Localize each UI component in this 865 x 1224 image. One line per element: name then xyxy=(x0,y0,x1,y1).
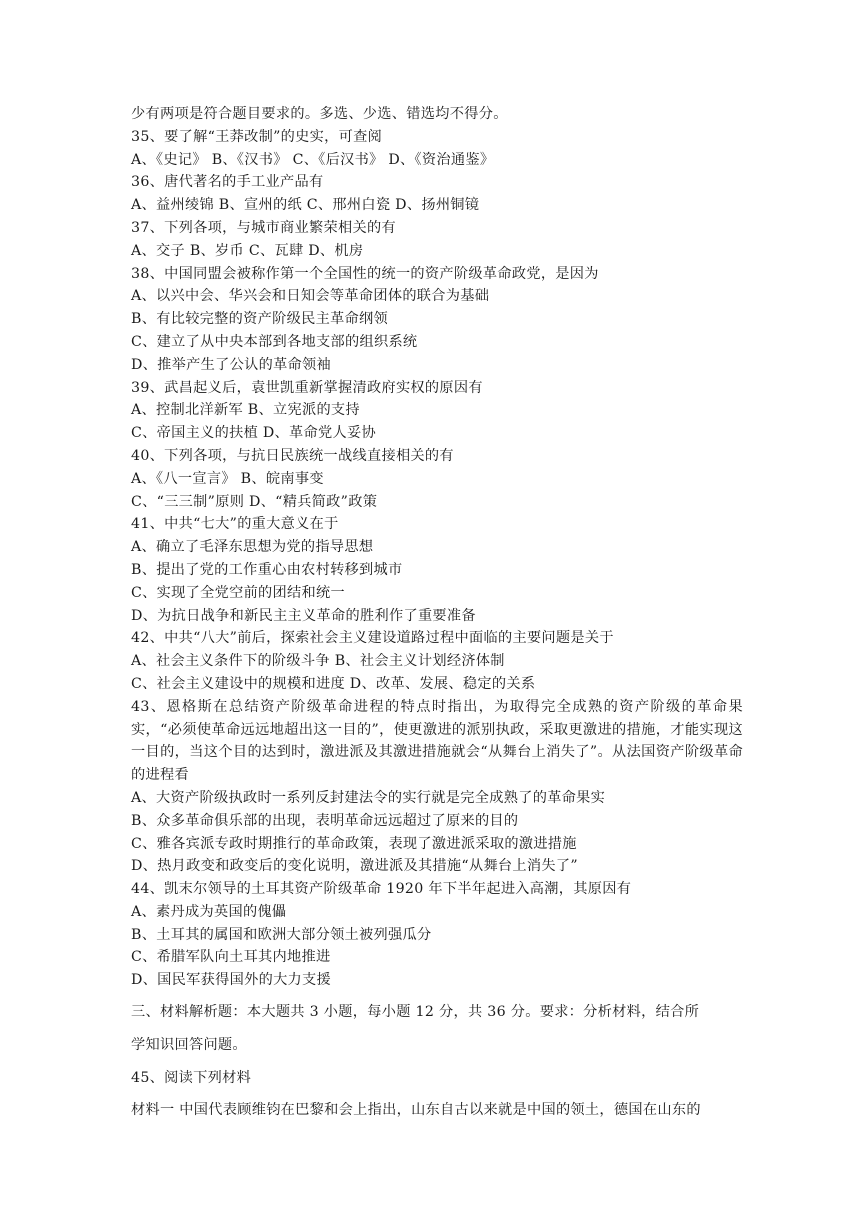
section-3-heading: 三、材料解析题：本大题共 3 小题，每小题 12 分，共 36 分。要求：分析材料，结合所 xyxy=(131,1004,700,1021)
question-44-stem: 44、凯末尔领导的土耳其资产阶级革命 1920 年下半年起进入高潮，其原因有 xyxy=(131,881,632,898)
question-44-option-c: C、希腊军队向土耳其内地推进 xyxy=(131,949,331,966)
question-41-stem: 41、中共“七大”的重大意义在于 xyxy=(131,516,339,533)
question-40-stem: 40、下列各项，与抗日民族统一战线直接相关的有 xyxy=(131,447,454,464)
question-42-stem: 42、中共“八大”前后，探索社会主义建设道路过程中面临的主要问题是关于 xyxy=(131,630,614,647)
section-3-heading-cont: 学知识回答问题。 xyxy=(131,1036,247,1053)
question-44-option-a: A、素丹成为英国的傀儡 xyxy=(131,903,287,920)
question-39-stem: 39、武昌起义后，袁世凯重新掌握清政府实权的原因有 xyxy=(131,379,483,396)
question-44-option-d: D、国民军获得国外的大力支援 xyxy=(131,972,332,989)
question-41-option-a: A、确立了毛泽东思想为党的指导思想 xyxy=(131,539,374,556)
question-43-option-a: A、大资产阶级执政时一系列反封建法令的实行就是完全成熟了的革命果实 xyxy=(131,789,606,806)
document-page xyxy=(131,103,743,1122)
question-41-option-b: B、提出了党的工作重心由农村转移到城市 xyxy=(131,561,403,578)
question-41-option-d: D、为抗日战争和新民主主义革命的胜利作了重要准备 xyxy=(131,607,476,624)
question-38-option-a: A、以兴中会、华兴会和日知会等革命团体的联合为基础 xyxy=(131,288,490,305)
question-44-option-b: B、土耳其的属国和欧洲大部分领土被列强瓜分 xyxy=(131,926,432,943)
question-37-stem: 37、下列各项，与城市商业繁荣相关的有 xyxy=(131,219,396,236)
question-43-option-d: D、热月政变和政变后的变化说明，激进派及其措施“从舞台上消失了” xyxy=(131,858,578,875)
question-36-stem: 36、唐代著名的手工业产品有 xyxy=(131,174,324,191)
question-42-options-cd: C、社会主义建设中的规模和进度 D、改革、发展、稳定的关系 xyxy=(131,675,536,692)
question-43-stem: 43、恩格斯在总结资产阶级革命进程的特点时指出，为取得完全成熟的资产阶级的革命果实，“必须使革命远远地超出这一目的”，使更激进的派别执政，采取更激进的措施，才能实现这一目的，当这个目的达到时，激进派及其激进措施就会“从舞台上消失了”。从法国资产阶级革命的进程看 xyxy=(131,698,743,784)
question-39-options-ab: A、控制北洋新军 B、立宪派的支持 xyxy=(131,402,360,419)
question-37-options: A、交子 B、岁币 C、瓦肆 D、机房 xyxy=(131,242,364,259)
question-45-stem: 45、阅读下列材料 xyxy=(131,1069,252,1086)
material-1-text: 材料一 中国代表顾维钧在巴黎和会上指出，山东自古以来就是中国的领土，德国在山东的 xyxy=(131,1102,701,1119)
question-35-stem: 35、要了解“王莽改制”的史实，可查阅 xyxy=(131,128,383,145)
question-43-option-c: C、雅各宾派专政时期推行的革命政策，表现了激进派采取的激进措施 xyxy=(131,835,577,852)
question-39-options-cd: C、帝国主义的扶植 D、革命党人妥协 xyxy=(131,425,376,442)
question-43-option-b: B、众多革命俱乐部的出现，表明革命远远超过了原来的目的 xyxy=(131,812,519,829)
question-38-stem: 38、中国同盟会被称作第一个全国性的统一的资产阶级革命政党，是因为 xyxy=(131,265,599,282)
question-38-option-b: B、有比较完整的资产阶级民主革命纲领 xyxy=(131,311,389,328)
question-42-options-ab: A、社会主义条件下的阶级斗争 B、社会主义计划经济体制 xyxy=(131,653,505,670)
intro-text: 少有两项是符合题目要求的。多选、少选、错选均不得分。 xyxy=(131,106,508,122)
question-40-options-cd: C、“三三制”原则 D、“精兵简政”政策 xyxy=(131,493,378,510)
question-36-options: A、益州绫锦 B、宣州的纸 C、邢州白瓷 D、扬州铜镜 xyxy=(131,197,480,214)
question-41-option-c: C、实现了全党空前的团结和统一 xyxy=(131,584,345,601)
question-38-option-d: D、推举产生了公认的革命领袖 xyxy=(131,356,332,373)
question-40-options-ab: A、《八一宣言》 B、皖南事变 xyxy=(131,470,324,487)
question-38-option-c: C、建立了从中央本部到各地支部的组织系统 xyxy=(131,333,418,350)
question-35-options: A、《史记》 B、《汉书》 C、《后汉书》 D、《资治通鉴》 xyxy=(131,151,495,168)
